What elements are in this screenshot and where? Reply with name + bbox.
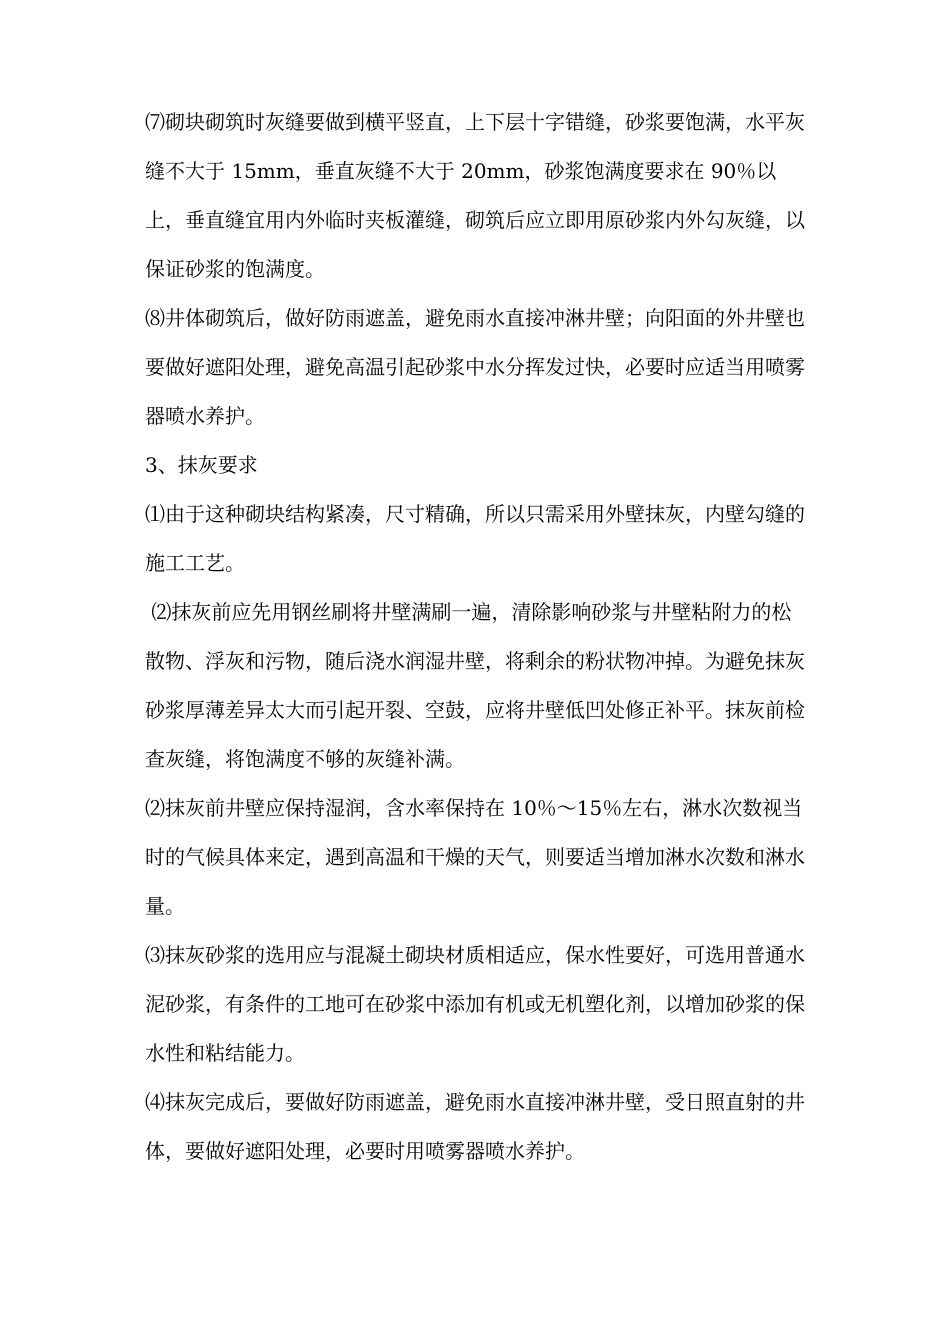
document-page — [145, 98, 810, 1176]
paragraph-3-mortar-selection: ⑶抹灰砂浆的选用应与混凝土砌块材质相适应，保水性要好，可选用普通水泥砂浆，有条件的工地可在砂浆中添加有机或无机塑化剂，以增加砂浆的保水性和粘结能力。 — [145, 943, 805, 1065]
paragraph-4-curing: ⑷抹灰完成后，要做好防雨遮盖，避免雨水直接冲淋井壁，受日照直射的井体，要做好遮阳处理，必要时用喷雾器喷水养护。 — [145, 1090, 805, 1163]
paragraph-8-protection: ⑻井体砌筑后，做好防雨遮盖，避免雨水直接冲淋井壁；向阳面的外井壁也要做好遮阳处理，避免高温引起砂浆中水分挥发过快，必要时应适当用喷雾器喷水养护。 — [145, 306, 805, 428]
paragraph-7-masonry: ⑺砌块砌筑时灰缝要做到横平竖直，上下层十字错缝，砂浆要饱满，水平灰缝不大于 15mm，垂直灰缝不大于 20mm，砂浆饱满度要求在 90％以上，垂直缝宜用内外临时夹板灌缝，砌筑后应立即用原砂浆内外勾灰缝，以保证砂浆的饱满度。 — [145, 110, 805, 281]
paragraph-1-plaster-method: ⑴由于这种砌块结构紧凑，尺寸精确，所以只需采用外壁抹灰，内壁勾缝的施工工艺。 — [145, 502, 805, 575]
section-heading-plastering: 3、抹灰要求 — [145, 453, 258, 477]
paragraph-2-surface-prep: ⑵抹灰前应先用钢丝刷将井壁满刷一遍，清除影响砂浆与井壁粘附力的松散物、浮灰和污物，随后浇水润湿井壁，将剩余的粉状物冲掉。为避免抹灰砂浆厚薄差异太大而引起开裂、空鼓，应将井壁低凹处修正补平。抹灰前检查灰缝，将饱满度不够的灰缝补满。 — [145, 600, 805, 771]
paragraph-2-moisture: ⑵抹灰前井壁应保持湿润，含水率保持在 10％～15％左右，淋水次数视当时的气候具体来定，遇到高温和干燥的天气，则要适当增加淋水次数和淋水量。 — [145, 796, 805, 918]
